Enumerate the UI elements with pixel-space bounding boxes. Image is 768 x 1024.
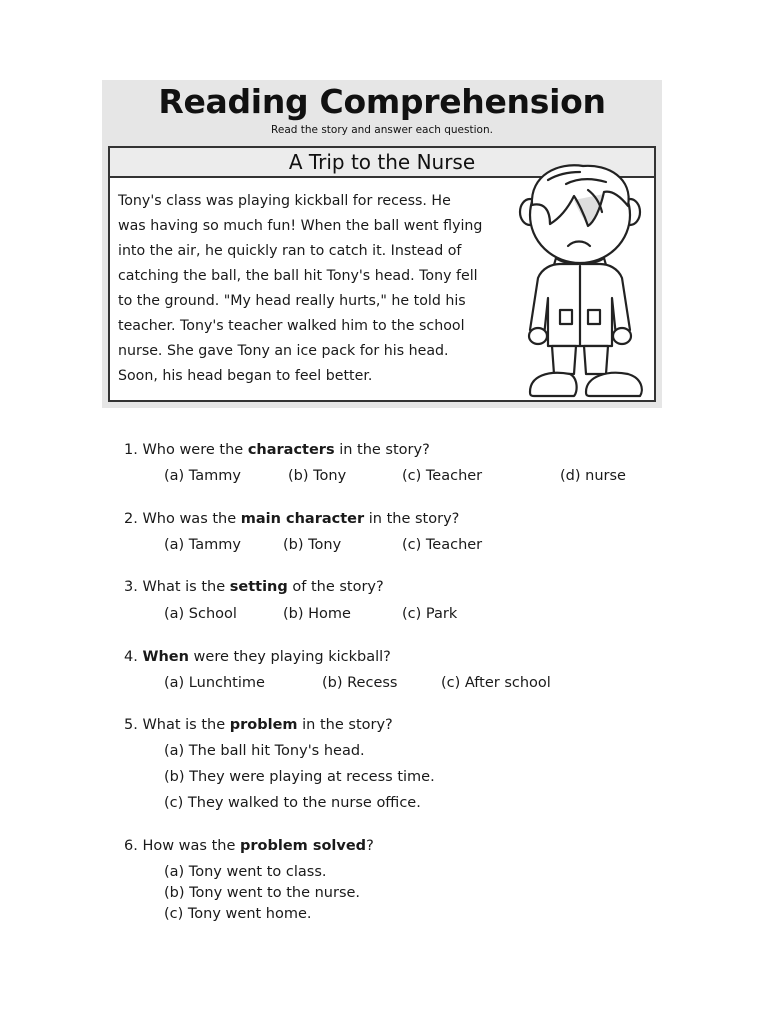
- option-4c[interactable]: (c) After school: [441, 675, 551, 691]
- option-3c[interactable]: (c) Park: [402, 606, 458, 622]
- question-4: 4. When were they playing kickball?: [124, 649, 391, 665]
- story-line: was having so much fun! When the ball went flying: [118, 218, 483, 234]
- story-line: nurse. She gave Tony an ice pack for his head.: [118, 343, 449, 359]
- story-line: to the ground. "My head really hurts," he told his: [118, 293, 466, 309]
- option-6c[interactable]: (c) Tony went home.: [164, 906, 312, 922]
- sad-boy-illustration: [508, 160, 658, 404]
- option-5a[interactable]: (a) The ball hit Tony's head.: [164, 743, 365, 759]
- option-6b[interactable]: (b) Tony went to the nurse.: [164, 885, 361, 901]
- story-line: teacher. Tony's teacher walked him to the school: [118, 318, 465, 334]
- page-subtitle: Read the story and answer each question.: [271, 124, 493, 136]
- option-4b[interactable]: (b) Recess: [322, 675, 398, 691]
- question-3: 3. What is the setting of the story?: [124, 579, 384, 595]
- option-1d[interactable]: (d) nurse: [560, 468, 626, 484]
- page-title: Reading Comprehension: [158, 82, 606, 121]
- question-1: 1. Who were the characters in the story?: [124, 442, 430, 458]
- story-line: Soon, his head began to feel better.: [118, 368, 373, 384]
- story-line: into the air, he quickly ran to catch it. Instead of: [118, 243, 462, 259]
- option-1c[interactable]: (c) Teacher: [402, 468, 483, 484]
- option-5b[interactable]: (b) They were playing at recess time.: [164, 769, 435, 785]
- option-2c[interactable]: (c) Teacher: [402, 537, 483, 553]
- option-1b[interactable]: (b) Tony: [288, 468, 347, 484]
- question-2: 2. Who was the main character in the story?: [124, 511, 460, 527]
- option-1a[interactable]: (a) Tammy: [164, 468, 241, 484]
- option-4a[interactable]: (a) Lunchtime: [164, 675, 265, 691]
- option-6a[interactable]: (a) Tony went to class.: [164, 864, 327, 880]
- story-line: catching the ball, the ball hit Tony's head. Tony fell: [118, 268, 478, 284]
- option-2a[interactable]: (a) Tammy: [164, 537, 241, 553]
- option-3b[interactable]: (b) Home: [283, 606, 351, 622]
- story-title: A Trip to the Nurse: [108, 146, 656, 178]
- story-line: Tony's class was playing kickball for recess. He: [118, 193, 451, 209]
- option-5c[interactable]: (c) They walked to the nurse office.: [164, 795, 421, 811]
- question-6: 6. How was the problem solved?: [124, 838, 374, 854]
- question-5: 5. What is the problem in the story?: [124, 717, 393, 733]
- option-2b[interactable]: (b) Tony: [283, 537, 342, 553]
- option-3a[interactable]: (a) School: [164, 606, 237, 622]
